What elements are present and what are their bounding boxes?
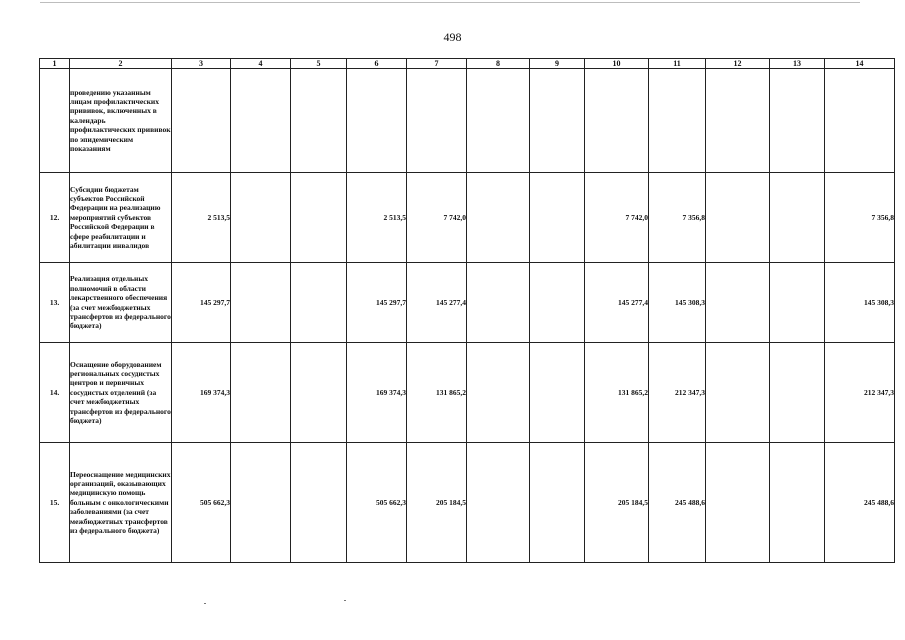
cell-col12 — [706, 173, 770, 263]
cell-col10 — [585, 69, 649, 173]
cell-col7: 145 277,4 — [407, 263, 467, 343]
cell-col11 — [649, 69, 706, 173]
scan-speck — [204, 603, 206, 604]
cell-col11: 7 356,8 — [649, 173, 706, 263]
row-name: Реализация отдельных полномочий в области лекарственного обеспечения (за счет межбюджетных трансфертов из федерального бюджета) — [70, 263, 172, 343]
cell-col5 — [291, 443, 347, 563]
cell-col5 — [291, 343, 347, 443]
column-header-2: 2 — [70, 59, 172, 69]
row-number: 14. — [40, 343, 70, 443]
row-number: 13. — [40, 263, 70, 343]
cell-col11: 245 488,6 — [649, 443, 706, 563]
cell-col12 — [706, 263, 770, 343]
cell-col9 — [530, 443, 585, 563]
budget-table — [39, 58, 895, 563]
cell-col9 — [530, 173, 585, 263]
cell-col6 — [347, 69, 407, 173]
cell-col14: 145 308,3 — [825, 263, 895, 343]
table-row — [40, 173, 895, 263]
cell-col8 — [467, 263, 530, 343]
cell-col11: 212 347,3 — [649, 343, 706, 443]
cell-col4 — [231, 443, 291, 563]
scan-speck — [344, 600, 346, 601]
cell-col9 — [530, 343, 585, 443]
page-number: 498 — [443, 30, 462, 44]
cell-col12 — [706, 343, 770, 443]
column-header-1: 1 — [40, 59, 70, 69]
cell-col14: 212 347,3 — [825, 343, 895, 443]
header-row — [40, 59, 895, 69]
cell-col8 — [467, 173, 530, 263]
row-name: Субсидии бюджетам субъектов Российской Федерации на реализацию мероприятий субъектов Российской Федерации в сфере реабилитации и абилитации инвалидов — [70, 173, 172, 263]
cell-col5 — [291, 173, 347, 263]
cell-col11: 145 308,3 — [649, 263, 706, 343]
row-name: проведению указанным лицам профилактических прививок, включенных в календарь профилактических прививок по эпидемическим показаниям — [70, 69, 172, 173]
scan-top-edge — [40, 2, 860, 3]
column-header-13: 13 — [770, 59, 825, 69]
cell-col13 — [770, 173, 825, 263]
table-row — [40, 263, 895, 343]
table-row — [40, 69, 895, 173]
cell-col5 — [291, 263, 347, 343]
column-header-10: 10 — [585, 59, 649, 69]
cell-col4 — [231, 343, 291, 443]
cell-col8 — [467, 69, 530, 173]
column-header-4: 4 — [231, 59, 291, 69]
cell-col9 — [530, 263, 585, 343]
column-header-11: 11 — [649, 59, 706, 69]
column-header-8: 8 — [467, 59, 530, 69]
cell-col13 — [770, 69, 825, 173]
column-header-9: 9 — [530, 59, 585, 69]
cell-col14: 7 356,8 — [825, 173, 895, 263]
row-name: Оснащение оборудованием региональных сосудистых центров и первичных сосудистых отделений (за счет межбюджетных трансфертов из федерального бюджета) — [70, 343, 172, 443]
row-name: Переоснащение медицинских организаций, оказывающих медицинскую помощь больным с онкологическими заболеваниями (за счет межбюджетных трансфертов из федерального бюджета) — [70, 443, 172, 563]
table-row — [40, 443, 895, 563]
cell-col6: 145 297,7 — [347, 263, 407, 343]
cell-col12 — [706, 69, 770, 173]
cell-col10: 205 184,5 — [585, 443, 649, 563]
row-number: 12. — [40, 173, 70, 263]
cell-col7: 205 184,5 — [407, 443, 467, 563]
cell-col7 — [407, 69, 467, 173]
cell-col3: 145 297,7 — [172, 263, 231, 343]
row-number: 15. — [40, 443, 70, 563]
cell-col10: 131 865,2 — [585, 343, 649, 443]
row-number — [40, 69, 70, 173]
column-header-14: 14 — [825, 59, 895, 69]
column-header-3: 3 — [172, 59, 231, 69]
cell-col12 — [706, 443, 770, 563]
cell-col3: 505 662,3 — [172, 443, 231, 563]
cell-col6: 2 513,5 — [347, 173, 407, 263]
column-header-7: 7 — [407, 59, 467, 69]
cell-col13 — [770, 443, 825, 563]
cell-col6: 169 374,3 — [347, 343, 407, 443]
cell-col13 — [770, 343, 825, 443]
cell-col7: 7 742,0 — [407, 173, 467, 263]
cell-col3: 2 513,5 — [172, 173, 231, 263]
cell-col3: 169 374,3 — [172, 343, 231, 443]
cell-col8 — [467, 343, 530, 443]
column-header-12: 12 — [706, 59, 770, 69]
column-header-6: 6 — [347, 59, 407, 69]
cell-col8 — [467, 443, 530, 563]
cell-col10: 145 277,4 — [585, 263, 649, 343]
cell-col10: 7 742,0 — [585, 173, 649, 263]
cell-col3 — [172, 69, 231, 173]
column-header-5: 5 — [291, 59, 347, 69]
cell-col4 — [231, 69, 291, 173]
cell-col7: 131 865,2 — [407, 343, 467, 443]
cell-col13 — [770, 263, 825, 343]
table-row — [40, 343, 895, 443]
cell-col4 — [231, 263, 291, 343]
cell-col9 — [530, 69, 585, 173]
cell-col6: 505 662,3 — [347, 443, 407, 563]
cell-col14: 245 488,6 — [825, 443, 895, 563]
cell-col5 — [291, 69, 347, 173]
cell-col4 — [231, 173, 291, 263]
cell-col14 — [825, 69, 895, 173]
